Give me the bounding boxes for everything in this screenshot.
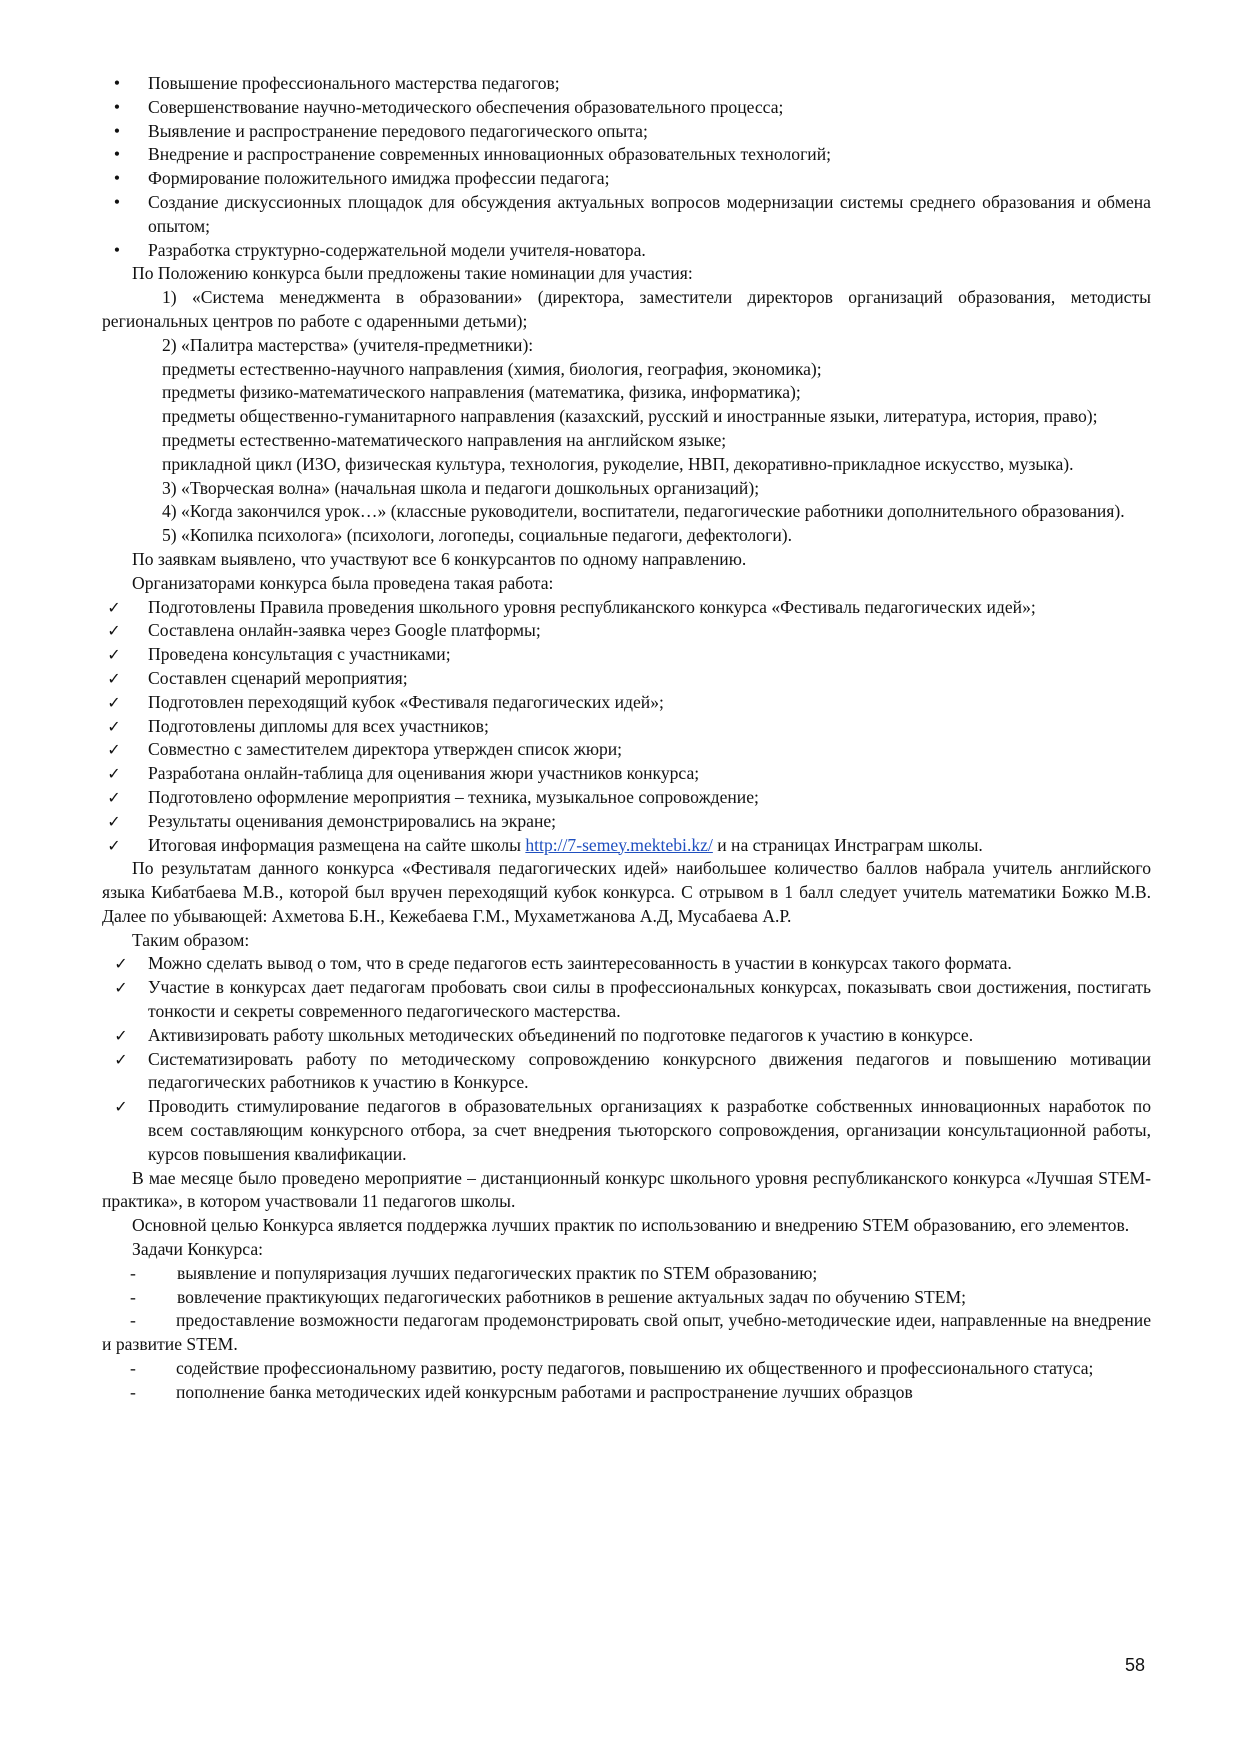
checkmark-icon: ✓ (114, 1025, 128, 1045)
dash-icon: - (130, 1381, 136, 1402)
nomination-1: 1) «Система менеджмента в образовании» (директора, заместители директоров организаций образования, методисты региональных центров по работе с одаренными детьми); (102, 287, 1151, 331)
nomination-2-subject: предметы естественно-математического направления на английском языке; (162, 429, 727, 450)
list-item: - пополнение банка методических идей конкурсным работами и распространение лучших образцов (102, 1381, 1151, 1405)
list-item: ✓ Совместно с заместителем директора утвержден список жюри; (102, 738, 1151, 762)
stem-tasks-intro: Задачи Конкурса: (132, 1239, 264, 1260)
list-item: ✓ Проведена консультация с участниками; (102, 643, 1151, 667)
checkmark-icon: ✓ (114, 978, 128, 998)
list-item: • Выявление и распространение передового педагогического опыта; (102, 120, 1151, 144)
list-item: ✓ Разработана онлайн-таблица для оценивания жюри участников конкурса; (102, 762, 1151, 786)
bullet-icon: • (113, 96, 121, 117)
results-paragraph: По результатам данного конкурса «Фестиваля педагогических идей» наибольшее количество баллов набрала учитель английского языка Кибатбаева М.В., которой был вручен переходящий кубок конкурса. С отрывом в 1 балл следует учитель математики Божко М.В. Далее по убывающей: Ахметова Б.Н., Кежебаева Г.М., Мухаметжанова А.Д, Мусабаева А.Р. (102, 858, 1151, 926)
dash-icon: - (130, 1262, 136, 1283)
stem-goal-paragraph: Основной целью Конкурса является поддержка лучших практик по использованию и внедрению STEM образованию, его элементов. (132, 1215, 1130, 1236)
nomination-2: 2) «Палитра мастерства» (учителя-предметники): (162, 334, 534, 355)
list-item: ✓ Активизировать работу школьных методических объединений по подготовке педагогов к участию в конкурсе. (102, 1024, 1151, 1048)
conclusions-list (102, 952, 1151, 1166)
checkmark-icon: ✓ (114, 1097, 128, 1117)
checkmark-icon: ✓ (107, 764, 121, 784)
nomination-2-subject: предметы физико-математического направления (математика, физика, информатика); (162, 382, 801, 403)
dash-icon: - (130, 1358, 136, 1379)
work-list (102, 596, 1151, 858)
bullet-icon: • (113, 191, 121, 212)
list-item: - вовлечение практикующих педагогических работников в решение актуальных задач по обучению STEM; (102, 1286, 1151, 1310)
list-item: • Разработка структурно-содержательной модели учителя-новатора. (102, 239, 1151, 263)
page-number: 58 (1125, 1655, 1146, 1675)
list-item: • Создание дискуссионных площадок для обсуждения актуальных вопросов модернизации системы среднего образования и обмена опытом; (102, 191, 1151, 239)
bullet-icon: • (113, 120, 121, 141)
nomination-4: 4) «Когда закончился урок…» (классные руководители, воспитатели, педагогические работники дополнительного образования). (162, 501, 1125, 522)
list-item: • Формирование положительного имиджа профессии педагога; (102, 167, 1151, 191)
checkmark-icon: ✓ (107, 668, 121, 688)
list-item: ✓ Участие в конкурсах дает педагогам пробовать свои силы в профессиональных конкурсах, показывать свои достижения, постигать тонкости и секреты современного педагогического мастерства. (102, 976, 1151, 1024)
list-item: - содействие профессиональному развитию, росту педагогов, повышению их общественного и профессионального статуса; (102, 1357, 1151, 1381)
checkmark-icon: ✓ (107, 645, 121, 665)
list-item: ✓ Подготовлены Правила проведения школьного уровня республиканского конкурса «Фестиваль педагогических идей»; (102, 596, 1151, 620)
school-site-link[interactable]: http://7-semey.mektebi.kz/ (525, 834, 713, 855)
bullet-icon: • (113, 73, 121, 93)
checkmark-icon: ✓ (107, 835, 121, 855)
checkmark-icon: ✓ (114, 954, 128, 974)
list-item: ✓ Итоговая информация размещена на сайте школы http://7-semey.mektebi.kz/ и на страницах Инстраграм школы. (102, 834, 1151, 858)
nomination-2-subject: предметы общественно-гуманитарного направления (казахский, русский и иностранные языки, литература, история, право); (162, 406, 1098, 427)
list-item: ✓ Проводить стимулирование педагогов в образовательных организациях к разработке собственных инновационных наработок по всем составляющим конкурсного отбора, за счет внедрения тьюторского сопровождения, организации консультационной работы, курсов повышения квалификации. (102, 1095, 1151, 1166)
list-item: ✓ Составлен сценарий мероприятия; (102, 667, 1151, 691)
stem-event-paragraph: В мае месяце было проведено мероприятие – дистанционный конкурс школьного уровня республиканского конкурса «Лучшая STEM-практика», в котором участвовали 11 педагогов школы. (102, 1167, 1151, 1212)
list-item: ✓ Систематизировать работу по методическому сопровождению конкурсного движения педагогов и повышению мотивации педагогических работников к участию в Конкурсе. (102, 1048, 1151, 1096)
document-page (102, 72, 1151, 1405)
list-item: ✓ Результаты оценивания демонстрировались на экране; (102, 810, 1151, 834)
checkmark-icon: ✓ (107, 811, 121, 831)
stem-tasks-list (102, 1262, 1151, 1405)
checkmark-icon: ✓ (107, 716, 121, 736)
checkmark-icon: ✓ (107, 740, 121, 760)
list-item: • Внедрение и распространение современных инновационных образовательных технологий; (102, 143, 1151, 167)
list-item: • Повышение профессионального мастерства педагогов; (102, 72, 1151, 96)
nomination-2-subject: предметы естественно-научного направления (химия, биология, география, экономика); (162, 358, 822, 379)
list-item: ✓ Подготовлены дипломы для всех участников; (102, 715, 1151, 739)
checkmark-icon: ✓ (107, 787, 121, 807)
conclusion-intro: Таким образом: (132, 929, 250, 950)
list-item: ✓ Составлена онлайн-заявка через Google платформы; (102, 619, 1151, 643)
bullet-icon: • (113, 144, 121, 165)
list-item: ✓ Можно сделать вывод о том, что в среде педагогов есть заинтересованность в участии в конкурсах такого формата. (102, 952, 1151, 976)
bullet-icon: • (113, 168, 121, 189)
list-item: - предоставление возможности педагогам продемонстрировать свой опыт, учебно-методические идеи, направленные на внедрение и развитие STEM. (102, 1310, 1151, 1355)
list-item: ✓ Подготовлено оформление мероприятия – техника, музыкальное сопровождение; (102, 786, 1151, 810)
nomination-2-subject: прикладной цикл (ИЗО, физическая культура, технология, рукоделие, НВП, декоративно-прикладное искусство, музыка). (162, 453, 1074, 474)
checkmark-icon: ✓ (107, 621, 121, 641)
list-item: - выявление и популяризация лучших педагогических практик по STEM образованию; (102, 1262, 1151, 1286)
applications-paragraph: По заявкам выявлено, что участвуют все 6 конкурсантов по одному направлению. (132, 548, 747, 569)
dash-icon: - (130, 1286, 136, 1307)
nomination-3: 3) «Творческая волна» (начальная школа и педагоги дошкольных организаций); (162, 477, 760, 498)
checkmark-icon: ✓ (107, 597, 121, 617)
goals-list (102, 72, 1151, 262)
list-item: ✓ Подготовлен переходящий кубок «Фестиваля педагогических идей»; (102, 691, 1151, 715)
work-intro: Организаторами конкурса была проведена такая работа: (132, 572, 554, 593)
nomination-5: 5) «Копилка психолога» (психологи, логопеды, социальные педагоги, дефектологи). (162, 525, 793, 546)
checkmark-icon: ✓ (114, 1049, 128, 1069)
nominations-intro: По Положению конкурса были предложены такие номинации для участия: (132, 263, 693, 284)
dash-icon: - (130, 1310, 136, 1331)
checkmark-icon: ✓ (107, 692, 121, 712)
list-item: • Совершенствование научно-методического обеспечения образовательного процесса; (102, 96, 1151, 120)
bullet-icon: • (113, 239, 121, 260)
